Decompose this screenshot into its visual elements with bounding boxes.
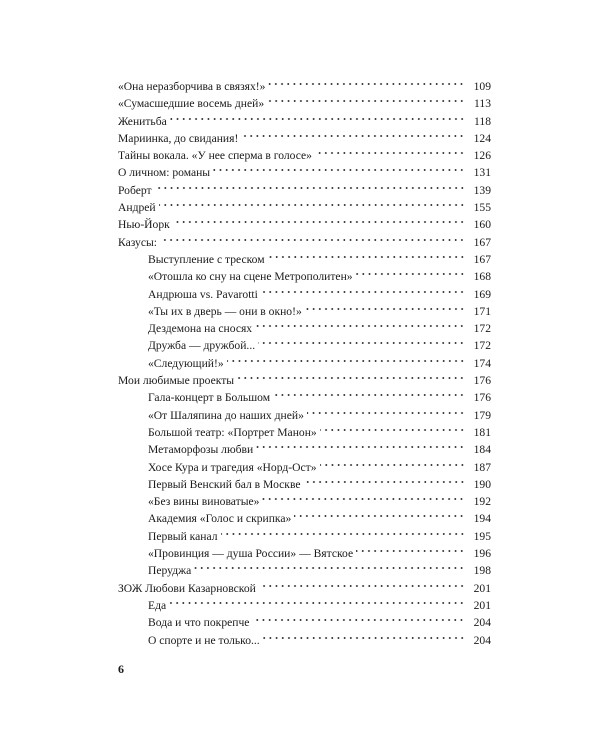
toc-entry [118,493,491,510]
toc-entry [118,545,491,562]
dot-leader [194,565,465,571]
toc-entry-page: 194 [473,512,491,526]
dot-leader [258,340,465,346]
dot-leader [356,548,465,554]
toc-entry-page: 172 [473,339,491,353]
dot-leader [159,202,465,208]
toc-entry-title: Выступление с треском [148,252,265,266]
toc-entry [118,510,491,527]
dot-leader [320,462,466,468]
toc-entry-page: 169 [473,287,491,301]
toc-entry-page: 113 [474,97,491,111]
toc-entry-page: 176 [473,374,491,388]
toc-entry-title: «Без вины виноватые» [148,495,260,509]
toc-entry-title: Женитьба [118,114,167,128]
toc-entry-title: О личном: романы [118,166,211,180]
toc-entry-title: Академия «Голос и скрипка» [148,512,292,526]
toc-entry-page: 196 [473,547,491,561]
toc-entry-page: 179 [473,408,491,422]
toc-entry [118,199,491,216]
toc-entry-title: Мои любимые проекты [118,374,235,388]
toc-entry [118,268,491,285]
dot-leader [169,600,465,606]
toc-entry-page: 168 [473,270,491,284]
toc-entry-page: 181 [473,425,491,439]
dot-leader [263,635,465,641]
toc-entry-page: 139 [473,183,491,197]
toc-entry [118,441,491,458]
toc-entry-page: 109 [473,80,491,93]
toc-entry-page: 172 [473,322,491,336]
dot-leader [255,323,465,329]
toc-entry-page: 187 [473,460,491,474]
toc-entry-title: Большой театр: «Портрет Манон» [148,425,317,439]
toc-entry [118,95,491,112]
toc-entry-title: О спорте и не только... [148,633,260,647]
toc-entry [118,303,491,320]
toc-entry-title: «Ты их в дверь — они в окно!» [148,304,302,318]
dot-leader [241,133,465,139]
toc-entry-title: Еда [148,598,167,612]
dot-leader [256,444,465,450]
toc-entry [118,147,491,164]
toc-entry-page: 160 [473,218,491,232]
toc-entry [118,424,491,441]
toc-entry-title: Андрей [118,201,156,215]
toc-entry-title: «Сумасшедшие восемь дней» [118,97,265,111]
dot-leader [267,98,465,104]
toc-entry-page: 167 [473,252,491,266]
toc-entry-title: Перуджа [148,564,192,578]
toc-entry [118,130,491,147]
table-of-contents [118,78,491,649]
toc-entry [118,597,491,614]
toc-entry-page: 171 [473,304,491,318]
toc-entry-page: 184 [473,443,491,457]
toc-entry [118,580,491,597]
dot-leader [268,81,465,87]
dot-leader [262,496,465,502]
toc-entry-title: Гала-концерт в Большом [148,391,271,405]
dot-leader [261,289,465,295]
toc-entry [118,113,491,130]
toc-entry-title: «Следующий!» [148,356,224,370]
toc-entry-page: 174 [473,356,491,370]
toc-entry [118,78,491,95]
toc-entry-page: 204 [473,633,491,647]
toc-entry [118,337,491,354]
toc-entry-title: Андрюша vs. Pavarotti [148,287,258,301]
dot-leader [294,513,465,519]
toc-entry-page: 204 [473,616,491,630]
toc-entry-title: Тайны вокала. «У нее сперма в голосе» [118,149,312,163]
dot-leader [155,185,465,191]
toc-entry-title: «Она неразборчива в связях!» [118,80,266,93]
toc-entry-title: Казусы: [118,235,158,249]
dot-leader [315,150,465,156]
toc-entry-page: 198 [473,564,491,578]
dot-leader [252,617,465,623]
dot-leader [320,427,465,433]
toc-entry-page: 195 [473,529,491,543]
toc-entry-page: 167 [473,235,491,249]
toc-entry-title: Роберт [118,183,152,197]
dot-leader [268,254,465,260]
toc-entry-page: 126 [473,149,491,163]
dot-leader [173,219,465,225]
toc-entry [118,389,491,406]
dot-leader [259,583,465,589]
toc-entry [118,286,491,303]
toc-entry-title: Первый Венский бал в Москве [148,477,301,491]
dot-leader [227,358,465,364]
toc-entry-title: Хосе Кура и трагедия «Норд-Ост» [148,460,317,474]
toc-entry-page: 192 [473,495,491,509]
dot-leader [170,116,465,122]
toc-entry-page: 124 [473,131,491,145]
toc-entry [118,614,491,631]
toc-entry [118,234,491,251]
dot-leader [307,410,465,416]
dot-leader [305,306,465,312]
toc-entry-page: 176 [473,391,491,405]
toc-entry [118,320,491,337]
toc-entry [118,372,491,389]
toc-entry [118,355,491,372]
toc-entry-page: 131 [473,166,491,180]
toc-entry-title: Дружба — дружбой... [148,339,256,353]
toc-entry-title: Вода и что покрепче [148,616,250,630]
toc-entry-title: ЗОЖ Любови Казарновской [118,581,256,595]
toc-entry [118,216,491,233]
toc-entry-title: Мариинка, до свидания! [118,131,239,145]
toc-entry-title: Нью-Йорк [118,218,170,232]
toc-entry-page: 118 [474,114,491,128]
dot-leader [237,375,465,381]
toc-entry-title: Метаморфозы любви [148,443,254,457]
toc-entry [118,251,491,268]
dot-leader [304,479,466,485]
toc-entry [118,182,491,199]
toc-entry-page: 201 [473,598,491,612]
toc-entry [118,476,491,493]
toc-entry-title: «Отошла ко сну на сцене Метрополитен» [148,270,353,284]
toc-entry-title: «Провинция — душа России» — Вятское [148,547,354,561]
toc-entry-page: 190 [473,477,491,491]
dot-leader [356,271,465,277]
toc-entry [118,459,491,476]
page-number: 6 [118,662,124,676]
toc-entry [118,528,491,545]
toc-entry-title: Дездемона на сносях [148,322,253,336]
toc-entry-page: 155 [473,201,491,215]
toc-entry [118,632,491,649]
dot-leader [160,237,465,243]
toc-entry-title: «От Шаляпина до наших дней» [148,408,304,422]
toc-entry-title: Первый канал [148,529,218,543]
dot-leader [221,531,465,537]
toc-entry [118,407,491,424]
toc-entry [118,164,491,181]
dot-leader [273,392,465,398]
toc-entry [118,562,491,579]
toc-entry-page: 201 [473,581,491,595]
dot-leader [213,167,465,173]
